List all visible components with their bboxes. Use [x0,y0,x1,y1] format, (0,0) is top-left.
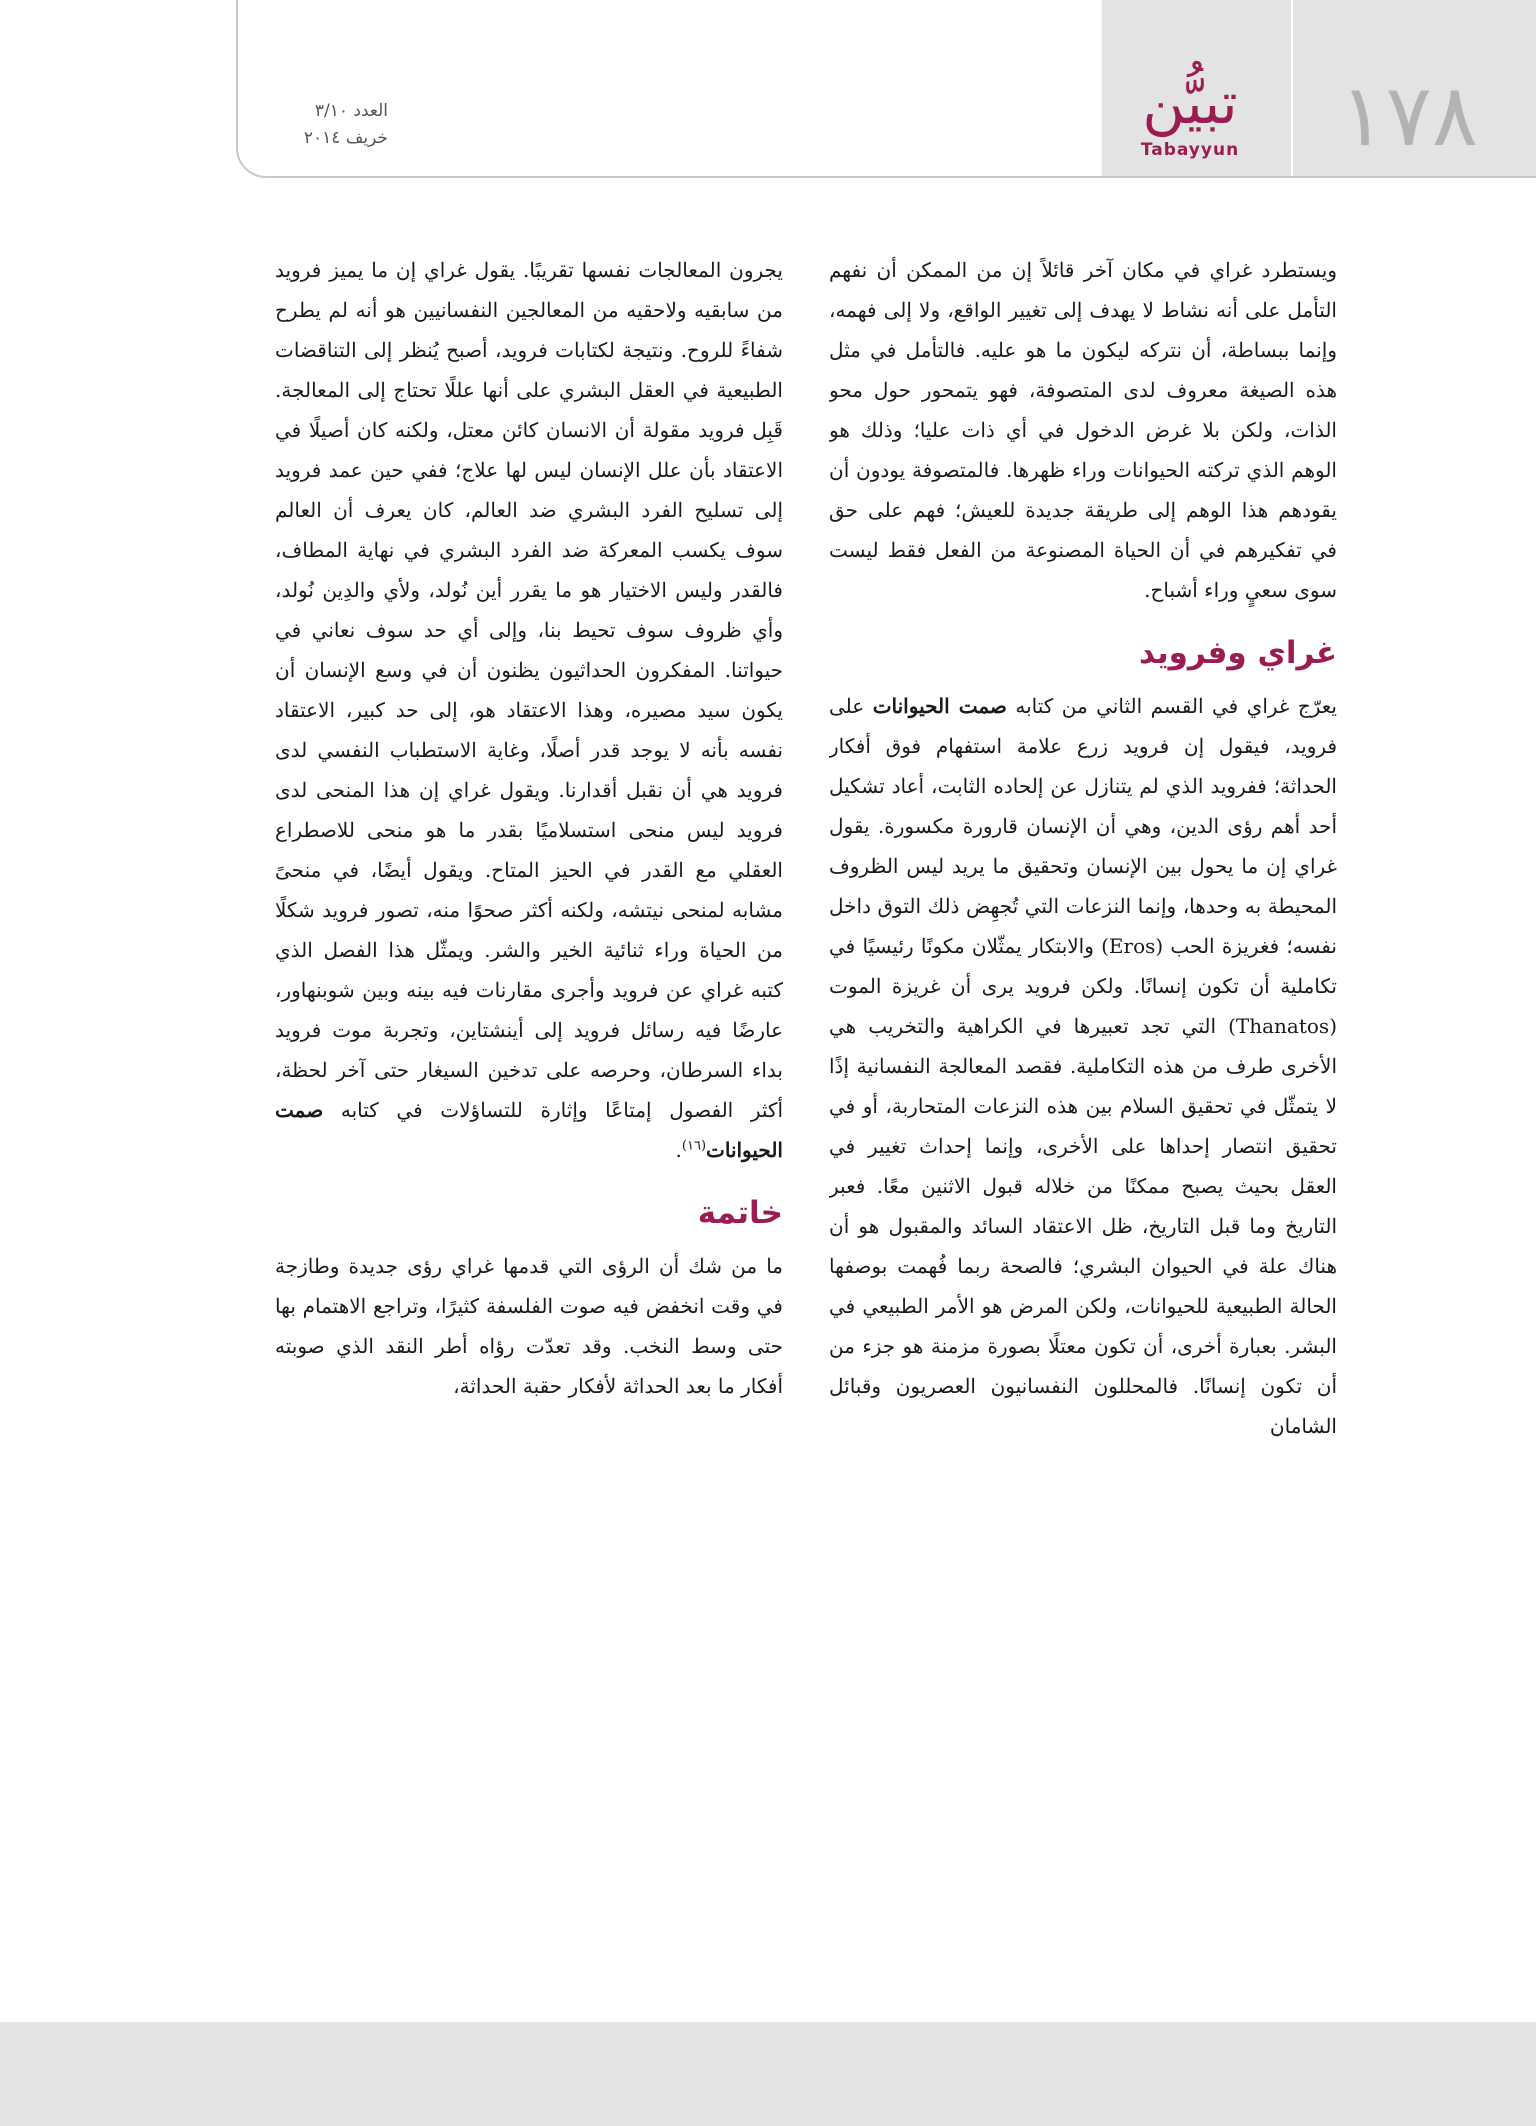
footer-band [0,2022,1536,2126]
left-text-column [275,250,783,1925]
logo-arabic-text: تبيُّن [1142,69,1238,137]
logo-latin-text: Tabayyun [1140,140,1240,160]
footnote-reference: (١٦) [681,1138,707,1154]
section-heading-gray-freud: غراي وفرويد [1139,635,1337,671]
paragraph: يجرون المعالجات نفسها تقريبًا. يقول غراي إن ما يميز فرويد من سابقيه ولاحقيه من المعالجين النفسانيين هو أنه لم يطرح شفاءً للروح. ونتيجة لكتابات فرويد، أصبح يُنظر إلى التناقضات الطبيعية في العقل البشري على أنها عللًا تحتاج إلى المعالجة. قَبِل فرويد مقولة أن الانسان كائن معتل، ولكنه كان أصيلًا في الاعتقاد بأن علل الإنسان ليس لها علاج؛ ففي حين عمد فرويد إلى تسليح الفرد البشري ضد العالم، كان يعرف أن العالم سوف يكسب المعركة ضد الفرد البشري في نهاية المطاف، فالقدر وليس الاختيار هو ما يقرر أين نُولد، ولأي والدِين نُولد، وأي ظروف سوف تحيط بنا، وإلى أي حد سوف نعاني في حيواتنا. المفكرون الحداثيون يظنون أن في وسع الإنسان أن يكون سيد مصيره، وهذا الاعتقاد هو، إلى حد كبير، الاعتقاد نفسه بأنه لا يوجد قدر أصلًا، وغاية الاستطباب النفسي لدى فرويد هي أن نقبل أقدارنا. ويقول غراي إن هذا المنحى لدى فرويد ليس منحى استسلاميًا بقدر ما هو منحى للاصطراع العقلي مع القدر في الحيز المتاح. ويقول أيضًا، في منحىً مشابه لمنحى نيتشه، ولكنه أكثر صحوًا منه، تصور فرويد شكلًا من الحياة وراء ثنائية الخير والشر. ويمثّل هذا الفصل الذي كتبه غراي عن فرويد وأجرى مقارنات فيه بينه وبين شوبنهاور، عارضًا فيه رسائل فرويد إلى أينشتاين، وتجربة موت فرويد بداء السرطان، وحرصه على تدخين السيغار حتى آخر لحظة، أكثر الفصول إمتاعًا وإثارة للتساؤلات في كتابه صمت الحيوانات$^{(١٦)}$. [275,258,783,1162]
issue-season: خريف ٢٠١٤ [303,128,388,148]
paragraph-text: يجرون المعالجات نفسها تقريبًا. يقول غراي إن ما يميز فرويد من سابقيه ولاحقيه من المعالجين النفسانيين هو أنه لم يطرح شفاءً للروح. ونتيجة لكتابات فرويد، أصبح يُنظر إلى التناقضات الطبيعية في العقل البشري على أنها عللًا تحتاج إلى المعالجة. قَبِل فرويد مقولة أن الانسان كائن معتل، ولكنه كان أصيلًا في الاعتقاد بأن علل الإنسان ليس لها علاج؛ ففي حين عمد فرويد إلى تسليح الفرد البشري ضد العالم، كان يعرف أن العالم سوف يكسب المعركة ضد الفرد البشري في نهاية المطاف، فالقدر وليس الاختيار هو ما يقرر أين نُولد، ولأي والدِين نُولد، وأي ظروف سوف تحيط بنا، وإلى أي حد سوف نعاني في حيواتنا. المفكرون الحداثيون يظنون أن في وسع الإنسان أن يكون سيد مصيره، وهذا الاعتقاد هو، إلى حد كبير، الاعتقاد نفسه بأنه لا يوجد قدر أصلًا، وغاية الاستطباب النفسي لدى فرويد هي أن نقبل أقدارنا. ويقول غراي إن هذا المنحى لدى فرويد ليس منحى استسلاميًا بقدر ما هو منحى للاصطراع العقلي مع القدر في الحيز المتاح. ويقول أيضًا، في منحىً مشابه لمنحى نيتشه، ولكنه أكثر صحوًا منه، تصور فرويد شكلًا من الحياة وراء ثنائية الخير والشر. ويمثّل هذا الفصل الذي كتبه غراي عن فرويد وأجرى مقارنات فيه بينه وبين شوبنهاور، عارضًا فيه رسائل فرويد إلى أينشتاين، وتجربة موت فرويد بداء السرطان، وحرصه على تدخين السيغار حتى آخر لحظة، أكثر الفصول إمتاعًا وإثارة للتساؤلات في كتابه [275,258,783,1122]
paragraph: ويستطرد غراي في مكان آخر قائلاً إن من الممكن أن نفهم التأمل على أنه نشاط لا يهدف إلى تغيير الواقع، ولا إلى فهمه، وإنما ببساطة، أن نتركه ليكون ما هو عليه. فالتأمل في مثل هذه الصيغة معروف لدى المتصوفة، فهو يتمحور حول محو الذات، ولكن بلا غرض الدخول في أي ذات عليا؛ وذلك هو الوهم الذي تركته الحيوانات وراء ظهرها. فالمتصوفة يودون أن يقودهم هذا الوهم إلى طريقة جديدة للعيش؛ فهم على حق في تفكيرهم في أن الحياة المصنوعة من الفعل فقط ليست سوى سعيٍ وراء أشباح. [829,258,1337,602]
paragraph [829,686,1337,1446]
book-title: صمت الحيوانات [872,694,1007,718]
issue-number: العدد ٣/١٠ [314,101,388,121]
issue-info [248,98,388,154]
paragraph-text: يعرّج غراي في القسم الثاني من كتابه [1015,694,1337,718]
header-divider [1291,0,1293,176]
book-title: صمت الحيوانات [275,1098,783,1162]
right-text-column [829,250,1337,1925]
paragraph-text: على فرويد، فيقول إن فرويد زرع علامة استفهام فوق أفكار الحداثة؛ ففرويد الذي لم يتنازل عن إلحاده الثابت، أعاد تشكيل أحد أهم رؤى الدين، وهي أن الإنسان قارورة مكسورة. يقول غراي إن ما يحول بين الإنسان وتحقيق ما يريد ليس الظروف المحيطة به وحدها، وإنما النزعات التي تُجهِض ذلك التوق داخل نفسه؛ فغريزة الحب (Eros) والابتكار يمثّلان مكونًا رئيسيًا في تكاملية أن تكون إنسانًا. ولكن فرويد يرى أن غريزة الموت (Thanatos) التي تجد تعبيرها في الكراهية والتخريب هي الأخرى طرف من هذه التكاملية. فقصد المعالجة النفسانية إذًا لا يتمثّل في تحقيق السلام بين هذه النزعات المتحاربة، أو في تحقيق انتصار إحداها على الأخرى، وإنما إحداث تغيير في العقل بحيث يصبح ممكنًا من خلاله قبول الاثنين معًا. فعبر التاريخ وما قبل التاريخ، ظل الاعتقاد السائد والمقبول هو أن هناك علة في الحيوان البشري؛ فالصحة ربما فُهمت بوصفها الحالة الطبيعية للحيوانات، ولكن المرض هو الأمر الطبيعي في البشر. بعبارة أخرى، أن تكون معتلًا بصورة مزمنة هو جزء من أن تكون إنسانًا. فالمحللون النفسانيون العصريون وقبائل الشامان [829,694,1337,1438]
paragraph: ما من شك أن الرؤى التي قدمها غراي رؤى جديدة وطازجة في وقت انخفض فيه صوت الفلسفة كثيرًا، وتراجع الاهتمام بها حتى وسط النخب. وقد تعدّت رؤاه أطر النقد الذي صوبته أفكار ما بعد الحداثة لأفكار حقبة الحداثة، [275,1254,783,1398]
page-number: ١٧٨ [1339,66,1478,166]
section-heading-conclusion: خاتمة [697,1195,783,1231]
journal-logo [1120,68,1260,164]
